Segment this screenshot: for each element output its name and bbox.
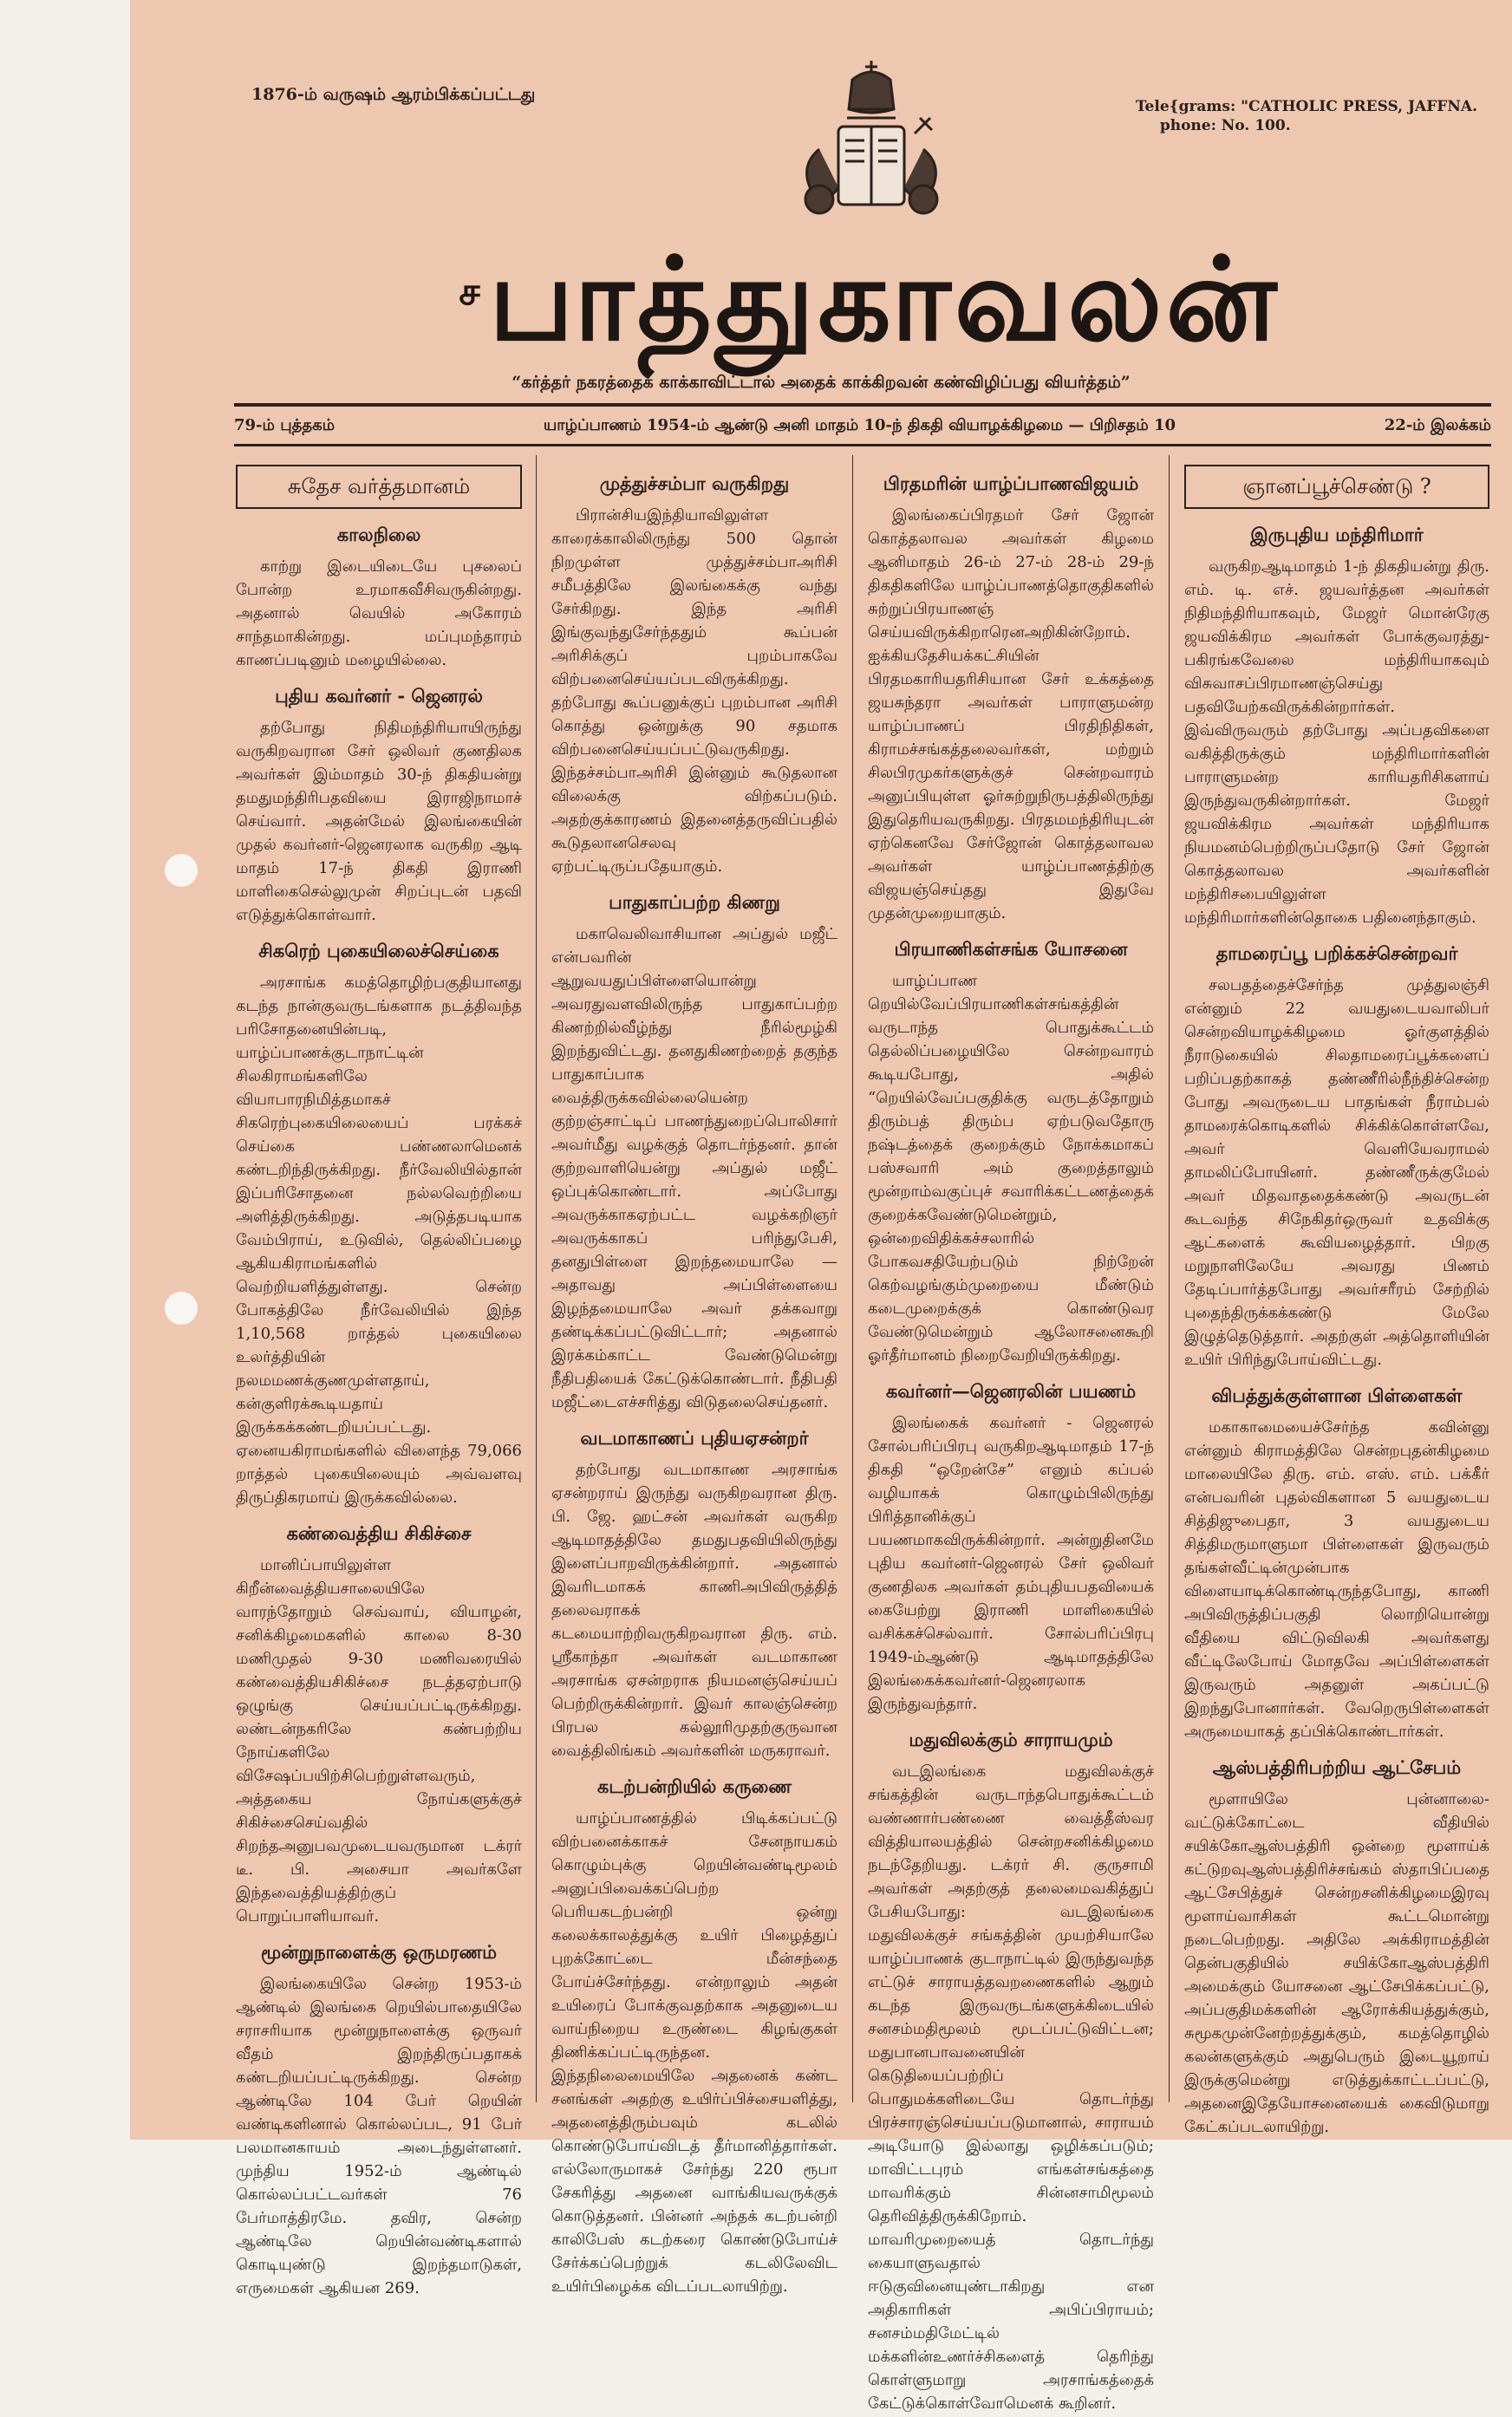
article-heading: பிரயாணிகள்சங்க யோசனை <box>894 938 1128 960</box>
punch-hole <box>165 854 198 887</box>
newspaper-page <box>130 0 1512 2413</box>
column-1 <box>236 459 522 2302</box>
article-text: இலங்கையிலே சென்ற 1953-ம் ஆண்டில் இலங்கை றெயில்பாதையிலே சராசரியாக மூன்றுநாளைக்கு ஒருவர் வீதம் இறந்திருப்பதாகக் கண்டறியப்பட்டிருக்கிறது. சென்ற ஆண்டிலே 104 பேர் றெயின் வண்டிகளினால் கொல்லப்பட, 91 பேர் பலமானகாயம் அடைந்துள்ளனர். முந்திய 1952-ம் ஆண்டில் கொல்லப்பட்டவர்கள் 76 பேர்மாத்திரமே. தவிர, சென்ற ஆண்டிலே றெயின்வண்டிகளால் கொடியுண்டு இறந்தமாடுகள், எருமைகள் ஆகியன 269. <box>236 1975 522 2297</box>
article-text: பிரான்சியஇந்தியாவிலுள்ள காரைக்காலிலிருந்து 500 தொன் நிறமுள்ள முத்துச்சம்பாஅரிசி சமீபத்திலே இலங்கைக்கு வந்து சேர்கிறது. இந்த அரிசி இங்குவந்துசேர்ந்ததும் கூப்பன் அரிசிக்குப் புறம்பாகவே விற்பனைசெய்யப்படவிருக்கிறது. தற்போது கூப்பனுக்குப் புறம்பான அரிசி கொத்து ஒன்றுக்கு 90 சதமாக விற்பனைசெய்யப்பட்டுவருகிறது. இந்தச்சம்பாஅரிசி இன்னும் கூடுதலான விலைக்கு விற்கப்படும். அதற்குக்காரணம் இதனைத்தருவிப்பதில் கூடுதலானசெலவு ஏற்பட்டிருப்பதேயாகும். <box>551 506 837 876</box>
telegram-info <box>1136 97 1477 135</box>
article-text: காற்று இடையிடையே புசலைப் போன்ற உரமாகவீசிவருகின்றது. அதனால் வெயில் அகோரம் சாந்தமாகின்றது. மப்புமந்தாரம் காணப்படினும் மழையில்லை. <box>236 557 522 669</box>
article-heading: சிகரெற் புகையிலைச்செய்கை <box>258 940 499 961</box>
article-text: யாழ்ப்பாணத்தில் பிடிக்கப்பட்டு விற்பனைக்காகச் சேனநாயகம் கொழும்புக்கு றெயின்வண்டிமூலம் அனுப்பிவைக்கப்பெற்ற பெரியகடற்பன்றி ஒன்று கலைக்காலத்துக்கு உயிர் பிழைத்துப் புறக்கோட்டை மீன்சந்தை போய்ச்சேர்ந்தது. என்றாலும் அதன் உயிரைப் போக்குவதற்காக அதனுடைய வாய்நிறைய உருண்டை கிழங்குகள் திணிக்கப்பட்டிருந்தன. இந்தநிலைமையிலே அதனைக் கண்ட சனங்கள் அதற்கு உயிர்ப்பிச்சையளித்து, அதனைத்திரும்பவும் கடலில் கொண்டுபோய்விடத் தீர்மானித்தார்கள். எல்லோருமாகச் சேர்ந்து 220 ரூபா சேகரித்து அதனை வாங்கியவருக்குக் கொடுத்தனர். பின்னர் அந்தக் கடற்பன்றி காலிபேஸ் கடற்கரை கொண்டுபோய்ச் சேர்க்கப்பெற்றுக் கடலிலேவிட உயிர்பிழைக்க விடப்படலாயிற்று. <box>551 1809 837 2296</box>
issue-label: 22-ம் இலக்கம் <box>1384 416 1491 434</box>
article-heading: வடமாகாணப் புதியஏசன்றர் <box>580 1427 809 1449</box>
article-heading: கடற்பன்றியில் கருணை <box>596 1775 792 1797</box>
article-heading: காலநிலை <box>336 524 421 545</box>
article-text: யாழ்ப்பாண றெயில்வேப்பிரயாணிகள்சங்கத்தின் வருடாந்த பொதுக்கூட்டம் தெல்லிப்பழையிலே சென்றவாரம் கூடியபோது, அதில் “றெயில்வேப்பகுதிக்கு வருடத்தோறும் திரும்பத் திரும்ப ஏற்படுவதோரு நஷ்டத்தைக் குறைக்கும் நோக்கமாகப் பஸ்சவாரி அம் குறைத்தாலும் மூன்றாம்வகுப்புச் சவாரிக்கட்டணத்தைக் குறைக்கவேண்டுமென்றும், ஒன்றைவிதிக்கச்சலாரில் போகவசதியேற்படும் நிற்றேன் கெற்வழங்கும்முறையை மீண்டும் கடைமுறைக்குக் கொண்டுவர வேண்டுமென்றும் ஆலோசனைகூறி ஓர்தீர்மானம் நிறைவேறியிருக்கிறது. <box>868 972 1154 1365</box>
phone-line: phone: No. 100. <box>1159 117 1291 134</box>
column-rule <box>1169 455 1170 2102</box>
article-text: வடஇலங்கை மதுவிலக்குச் சங்கத்தின் வருடாந்தபொதுக்கூட்டம் வண்ணார்பண்ணை வைத்தீஸ்வர வித்தியாலயத்தில் சென்றசனிக்கிழமை நடந்தேறியது. டக்ரர் சி. குருசாமி அவர்கள் அதற்குத் தலைமைவகித்துப் பேசியபோது: வடஇலங்கை மதுவிலக்குச் சங்கத்தின் முயற்சியாலே யாழ்ப்பாணக் குடாநாட்டில் இருந்துவந்த எட்டுச் சாராயத்தவறணைகளில் ஆறும் கடந்த இருவருடங்களுக்கிடையில் சனசம்மதிமூலம் மூடப்பட்டுவிட்டன; மதுபானபாவனையின் கெடுதியைப்பற்றிப் பொதுமக்களிடையே தொடர்ந்து பிரச்சாரஞ்செய்யப்படுமானால், சாராயம் அடியோடு இல்லாது ஒழிக்கப்படும்; மாவிட்டபுரம் எங்கள்சங்கத்தை மாவரிக்கும் சின்னசாமிமூலம் தெரிவித்திருக்கிறோம். மாவரிமுறையைத் தொடர்ந்து கையாளுவதால் ஈடுகுவினையுண்டாகிறது என அதிகாரிகள் அபிப்பிராயம்; சனசம்மதிமேட்டில் மக்களின்உணர்ச்சிகளைத் தெரிந்து கொள்ளுமாறு அரசாங்கத்தைக் கேட்டுக்கொள்வோமெனக் கூறினர். <box>868 1762 1154 2413</box>
article-text: மானிப்பாயிலுள்ள கிறீன்வைத்தியசாலையிலே வாரந்தோறும் செவ்வாய், வியாழன், சனிக்கிழமைகளில் காலை 8-30 மணிமுதல் 9-30 மணிவரையில் கண்வைத்தியசிகிச்சை நடத்தஏற்பாடு ஒழுங்கு செய்யப்பட்டிருக்கிறது. லண்டன்நகரிலே கண்பற்றிய நோய்களிலே விசேஷப்பயிற்சிபெற்றுள்ளவரும், அத்தகைய நோய்களுக்குச் சிகிச்சைசெய்வதில் சிறந்தஅனுபவமுடையவருமான டக்ரர் டீ. பி. அசையா அவர்களே இந்தவைத்தியத்திற்குப் பொறுப்பாளியாவர். <box>236 1556 522 1925</box>
papal-emblem <box>785 54 958 236</box>
article-heading: கண்வைத்திய சிகிச்சை <box>286 1522 472 1544</box>
masthead-main: பாத்துகாவலன் <box>488 232 1281 367</box>
article-heading: தாமரைப்பூ பறிக்கச்சென்றவர் <box>1215 942 1458 964</box>
article-text: மகாவெலிவாசியான அப்துல் மஜீட் என்பவரின் ஆறுவயதுப்பிள்ளையொன்று அவரதுவளவிலிருந்த பாதுகாப்பற்ற கிணற்றில்வீழ்ந்து நீரில்மூழ்கி இறந்துவிட்டது. தனதுகிணற்றைத் தகுந்த பாதுகாப்பாக வைத்திருக்கவில்லையென்ற குற்றஞ்சாட்டிப் பாணந்துறைப்பொலிசார் அவர்மீது வழக்குத் தொடர்ந்தனர். தான் குற்றவாளியென்று அப்துல் மஜீட் ஒப்புக்கொண்டார். அப்போது அவருக்காகஏற்பட்ட வழக்கறிஞர் அவருக்காகப் பரிந்துபேசி, தனதுபிள்ளை இறந்தமையாலே — அதாவது அப்பிள்ளையை இழந்தமையாலே அவர் தக்கவாறு தண்டிக்கப்பட்டுவிட்டார்; அதனால் இரக்கம்காட்ட வேண்டுமென்று நீதிபதியைக் கேட்டுக்கொண்டார். நீதிபதி மஜீட்டைஎச்சரித்து விடுதலைசெய்தனர். <box>551 925 837 1411</box>
dateline <box>234 416 1491 436</box>
motto: “கர்த்தர் நகரத்தைக் காக்காவிட்டால் அதைக் காக்கிறவன் கண்விழிப்பது வியர்த்தம்” <box>512 373 1131 392</box>
column-rule <box>536 455 537 2102</box>
article-heading: இருபுதிய மந்திரிமார் <box>1250 524 1424 545</box>
article-text: இலங்கைக் கவர்னர் - ஜெனரல் சோல்பரிப்பிரபு வருகிறஆடிமாதம் 17-ந் திகதி “ஒறேன்சே” எனும் கப்பல் வழியாகக் கொழும்பிலிருந்து பிரித்தானிக்குப் பயணமாகவிருக்கின்றார். அன்றுதினமே புதிய கவர்னர்-ஜெனரல் சேர் ஒலிவர் குணதிலக அவர்கள் தம்புதியபதவியைக் கையேற்று இராணி மாளிகையில் வசிக்கச்செல்வார். சோல்பரிப்பிரபு 1949-ம்ஆண்டு ஆடிமாதத்திலே இலங்கைக்கவர்னர்-ஜெனரலாக இருந்துவந்தார். <box>868 1414 1154 1713</box>
article-text: மகாகாமையைச்சேர்ந்த கவின்னு என்னும் கிராமத்திலே சென்றபுதன்கிழமை மாலையிலே திரு. எம். எஸ். எம். பக்கீர் என்பவரின் புதல்விகளான 5 வயதுடைய சித்திஜுபைதா, 3 வயதுடைய சித்திமருமாளுமா பிள்ளைகள் இருவரும் தங்கள்வீட்டின்முன்பாக விளையாடிக்கொண்டிருந்தபோது, காணி அபிவிருத்திப்பகுதி லொறியொன்று வீதியை விட்டுவிலகி அவர்களது வீட்டிலேபோய் மோதவே அப்பிள்ளைகள் இருவரும் அதனுள் அகப்பட்டு இறந்துபோனார்கள். வேறெருபிள்ளைகள் அருமையாகத் தப்பிக்கொண்டார்கள். <box>1184 1418 1489 1741</box>
punch-hole <box>165 1292 198 1325</box>
article-text: அரசாங்க கமத்தொழிற்பகுதியானது கடந்த நான்குவருடங்களாக நடத்திவந்த பரிசோதனையின்படி, யாழ்ப்பாணக்குடாநாட்டின் சிலகிராமங்களிலே வியாபாரநிமித்தமாகச் சிகரெற்புகையிலையைப் பரக்கச் செய்கை பண்ணலாமெனக் கண்டறிந்திருக்கிறது. நீர்வேலியில்தான் இப்பரிசோதனை நல்லவெற்றியை அளித்திருக்கிறது. அடுத்தபடியாக வேம்பிராய், உடுவில், தெல்லிப்பழை ஆகியகிராமங்களில் வெற்றியளித்துள்ளது. சென்ற போகத்திலே நீர்வேலியில் இந்த 1,10,568 றாத்தல் புகையிலை உலர்த்தியின் நலமமணக்குணமுள்ளதாய், கன்குளிரக்கூடியதாய் இருக்கக்கண்டறியப்பட்டது. ஏனையகிராமங்களில் விளைந்த 79,066 றாத்தல் புகையிலையும் அவ்வளவு திருப்திகரமாய் இருக்கவில்லை. <box>236 974 522 1507</box>
masthead-title <box>243 227 1491 367</box>
article-heading: விபத்துக்குள்ளான பிள்ளைகள் <box>1211 1384 1463 1406</box>
column-2 <box>551 459 837 2300</box>
article-heading: மூன்றுநாளைக்கு ஒருமரணம் <box>260 1941 498 1963</box>
article-heading: முத்துச்சம்பா வருகிறது <box>599 472 790 494</box>
article-text: மூளாயிலே புன்னாலை-வட்டுக்கோட்டை வீதியில் சயிக்கோஆஸ்பத்திரி ஒன்றை மூளாய்க் கட்டுறவுஆஸ்பத்திரிச்சங்கம் ஸ்தாபிப்பதை ஆட்சேபித்துச் சென்றசனிக்கிழமைஇரவு மூளாய்வாசிகள் கூட்டமொன்று நடைபெற்றது. அதிலே அக்கிராமத்தின் தென்பகுதியில் சயிக்கோஆஸ்பத்திரி அமைக்கும் யோசனை ஆட்சேபிக்கப்பட்டு, அப்பகுதிமக்களின் ஆரோக்கியத்துக்கும், சுமூகமுன்னேற்றத்துக்கும், கமத்தொழில் கலன்களுக்கும் அதுபெரும் இடையூறாய் இருக்குமென்று எடுத்துக்காட்டப்பட்டு, அதனைஇதேயோசனையைக் கைவிடுமாறு கேட்கப்படலாயிற்று. <box>1184 1790 1489 2136</box>
column-rule <box>852 455 853 2102</box>
date-label: யாழ்ப்பாணம் 1954-ம் ஆண்டு அனி மாதம் 10-ந் திகதி வியாழக்கிழமை — பிறிசதம் 10 <box>543 416 1176 434</box>
article-heading: கவர்னர்—ஜெனரலின் பயணம் <box>885 1380 1137 1402</box>
telegram-line: Tele{grams: "CATHOLIC PRESS, JAFFNA. <box>1135 98 1477 115</box>
article-text: வருகிறஆடிமாதம் 1-ந் திகதியன்று திரு. எம். டி. எச். ஜயவர்த்தன அவர்கள் நிதிமந்திரியாகவும், மேஜர் மொன்ரேகு ஜயவிக்கிரம அவர்கள் போக்குவரத்து-பகிரங்கவேலை மந்திரியாகவும் விசுவாசப்பிரமாணஞ்செய்து பதவியேற்கவிருக்கின்றார்கள். இவ்விருவரும் தற்போது அப்பதவிகளை வகித்திருக்கும் மந்திரிமார்களின் பாராளுமன்ற காரியதரிசிகளாய் இருந்துவருகின்றார்கள். மேஜர் ஜயவிக்கிரம அவர்கள் மந்திரியாக நியமனம்பெற்றிருப்பதோடு சேர் ஜோன் கொத்தலாவல அவர்களின் மந்திரிசபையிலுள்ள மந்திரிமார்களின்தொகை பதினைந்தாகும். <box>1184 557 1489 927</box>
article-heading: பிரதமரின் யாழ்ப்பாணவிஜயம் <box>883 472 1139 494</box>
article-text: தற்போது நிதிமந்திரியாயிருந்து வருகிறவரான சேர் ஒலிவர் குணதிலக அவர்கள் இம்மாதம் 30-ந் திகதியன்று தமதுமந்திரிபதவியை இராஜிநாமாச் செய்வார். அதன்மேல் இலங்கையின் முதல் கவர்னர்-ஜெனரலாக வருகிற ஆடி மாதம் 17-ந் திகதி இராணி மாளிகைசெல்லுமுன் சிறப்புடன் பதவி எடுத்துக்கொள்வார். <box>236 719 522 924</box>
volume-label: 79-ம் புத்தகம் <box>234 416 336 434</box>
column-4 <box>1184 459 1489 2140</box>
article-text: தற்போது வடமாகாண அரசாங்க ஏசன்றராய் இருந்து வருகிறவரான திரு. பி. ஜே. ஹட்சன் அவர்கள் வருகிற ஆடிமாதத்திலே தமதுபதவியிலிருந்து இளைப்பாறவிருக்கின்றார். அதனால் இவரிடமாகக் காணிஅபிவிருத்தித் தலைவராகக் கடமையாற்றிவருகிறவரான திரு. எம். ஸ்ரீகாந்தா அவர்கள் வடமாகாண அரசாங்க ஏசன்றராக நியமனஞ்செய்யப் பெற்றிருக்கின்றார். இவர் காலஞ்சென்ற பிரபல கல்லூரிமுதற்குருவான வைத்திலிங்கம் அவர்களின் மருகராவர். <box>551 1461 837 1760</box>
article-text: இலங்கைப்பிரதமர் சேர் ஜோன் கொத்தலாவல அவர்கள் கிழமை ஆனிமாதம் 26-ம் 27-ம் 28-ம் 29-ந் திகதிகளிலே யாழ்ப்பாணத்தொகுதிகளில் சுற்றுப்பிரயாணஞ் செய்யவிருக்கிறாரெனஅறிகின்றோம். ஐக்கியதேசியக்கட்சியின் பிரதமகாரியதரிசியான சேர் உக்கத்தை ஜயசுந்தரா அவர்கள் பாராளுமன்ற யாழ்ப்பாணப் பிரதிநிதிகள், கிராமச்சங்கத்தலைவர்கள், மற்றும் சிலபிரமுகர்களுக்குச் சென்றவாரம் அனுப்பியுள்ள ஓர்சுற்றுநிருபத்திலிருந்து இதுதெரியவருகிறது. பிரதமமந்திரியுடன் ஏற்கெனவே சேர்ஜோன் கொத்தலாவல அவர்கள் யாழ்ப்பாணத்திற்கு விஜயஞ்செய்தது இதுவே முதன்முறையாகும். <box>868 506 1154 922</box>
column-3 <box>868 459 1154 2417</box>
article-heading: மதுவிலக்கும் சாராயமும் <box>909 1729 1113 1750</box>
article-heading: ஆஸ்பத்திரிபற்றிய ஆட்சேபம் <box>1212 1756 1462 1778</box>
section-box-title: ஞானப்பூச்செண்டு ? <box>1184 465 1489 509</box>
established-line: 1876-ம் வருஷம் ஆரம்பிக்கப்பட்டது <box>251 85 536 104</box>
header-rule <box>234 403 1491 407</box>
article-heading: பாதுகாப்பற்ற கிணறு <box>609 891 780 913</box>
article-text: சலபதத்தைச்சேர்ந்த முத்துலஞ்சி என்னும் 22 வயதுடையவாலிபர் சென்றவியாழக்கிழமை ஓர்குளத்தில் நீராடுகையில் சிலதாமரைப்பூக்களைப் பறிப்பதற்காகத் தண்ணீரில்நீந்திச்சென்ற போது அவருடைய பாதங்கள் நீராம்பல் தாமரைக்கொடிகளில் சிக்கிக்கொள்ளவே, அவர் வெளியேவராமல் தாமலிப்போயினர். தண்ணீருக்குமேல் அவர் மிதவாததைக்கண்டு அவருடன் கூடவந்த சிநேகிதர்ஒருவர் உதவிக்கு ஆட்களைக் கூவியழைத்தார். பிறகு மறுநாளிலேயே அவரது பிணம் தேடிப்பார்த்தபோது அவர்சரீரம் சேற்றில் புதைந்திருக்கக்கண்டு மேலே இழுத்தெடுத்தார். அதற்குள் அத்தொளியின் உயிர் பிரிந்துபோய்விட்டது. <box>1184 976 1489 1369</box>
section-box-title: சுதேச வர்த்தமானம் <box>236 465 522 509</box>
article-heading: புதிய கவர்னர் - ஜெனரல் <box>275 685 483 707</box>
masthead-prefix: ச <box>459 270 484 314</box>
dateline-rule <box>234 444 1491 446</box>
